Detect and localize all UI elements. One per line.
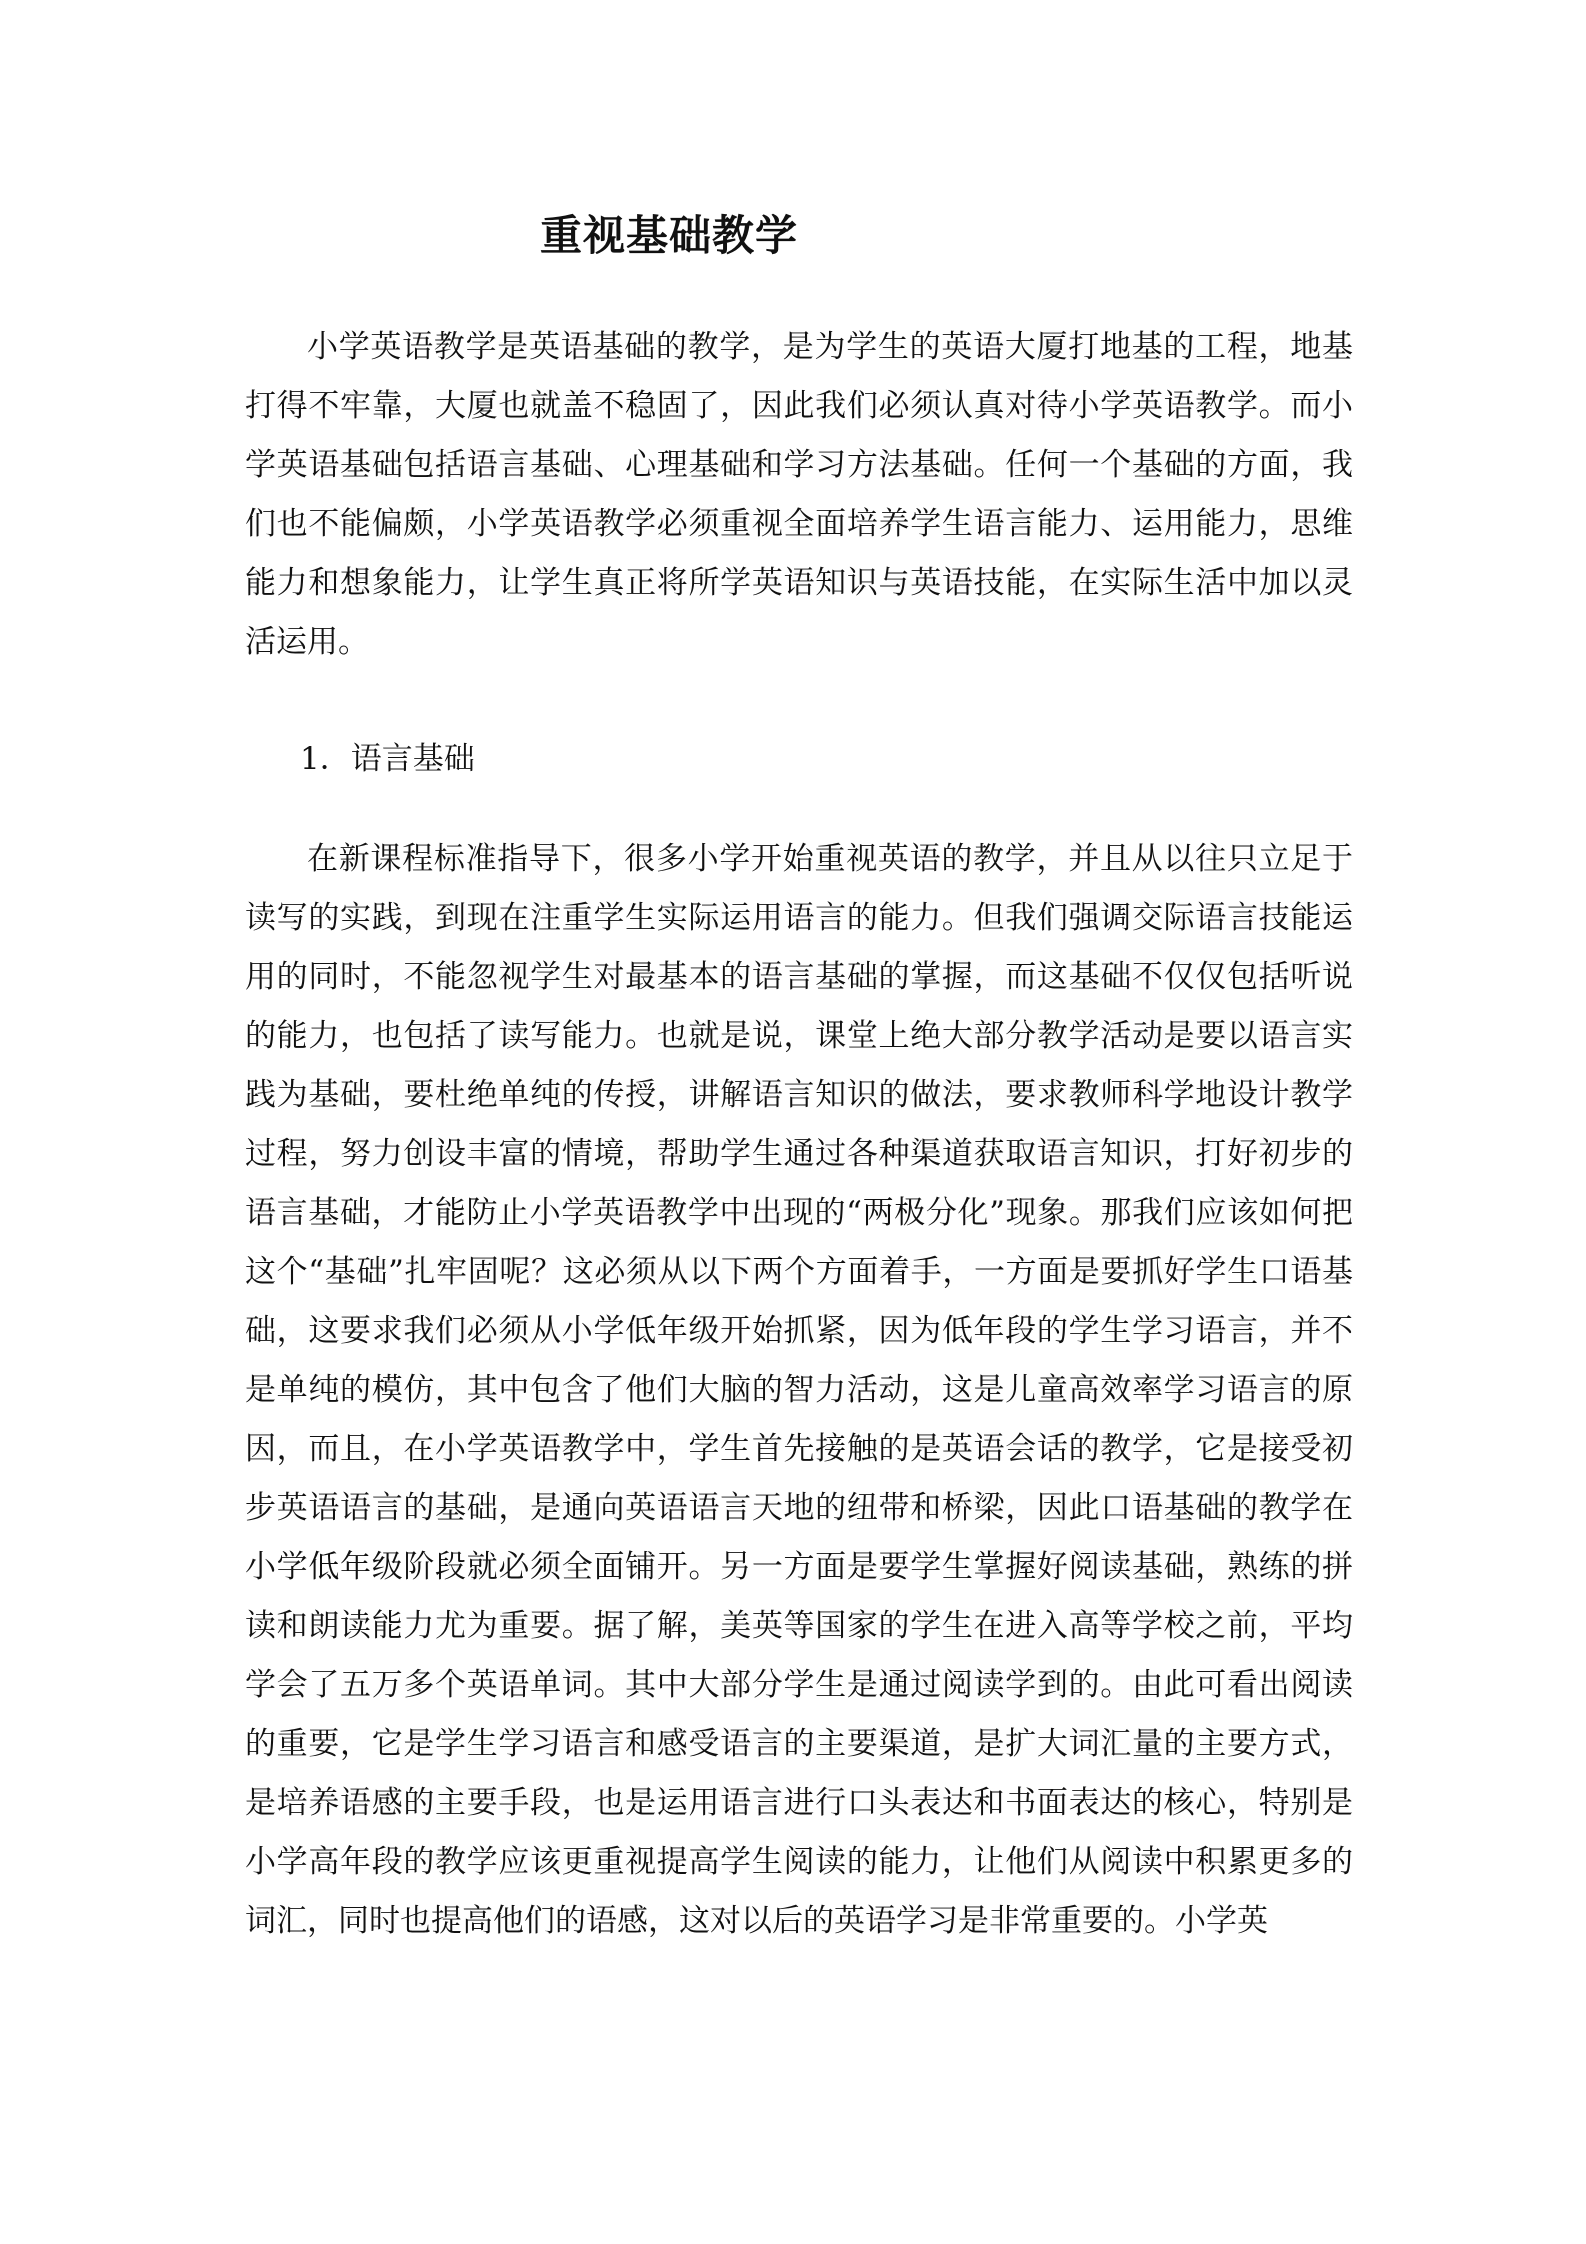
- intro-paragraph: 小学英语教学是英语基础的教学，是为学生的英语大厦打地基的工程，地基打得不牢靠，大厦也就盖不稳固了，因此我们必须认真对待小学英语教学。而小学英语基础包括语言基础、心理基础和学习方法基础。任何一个基础的方面，我们也不能偏颇，小学英语教学必须重视全面培养学生语言能力、运用能力，思维能力和想象能力，让学生真正将所学英语知识与英语技能，在实际生活中加以灵活运用。: [245, 329, 1353, 660]
- section-paragraph: 在新课程标准指导下，很多小学开始重视英语的教学，并且从以往只立足于读写的实践，到现在注重学生实际运用语言的能力。但我们强调交际语言技能运用的同时，不能忽视学生对最基本的语言基础的掌握，而这基础不仅仅包括听说的能力，也包括了读写能力。也就是说，课堂上绝大部分教学活动是要以语言实践为基础，要杜绝单纯的传授，讲解语言知识的做法，要求教师科学地设计教学过程，努力创设丰富的情境，帮助学生通过各种渠道获取语言知识，打好初步的语言基础，才能防止小学英语教学中出现的“两极分化”现象。那我们应该如何把这个“基础”扎牢固呢？这必须从以下两个方面着手，一方面是要抓好学生口语基础，这要求我们必须从小学低年级开始抓紧，因为低年段的学生学习语言，并不是单纯的模仿，其中包含了他们大脑的智力活动，这是儿童高效率学习语言的原因，而且，在小学英语教学中，学生首先接触的是英语会话的教学，它是接受初步英语语言的基础，是通向英语语言天地的纽带和桥梁，因此口语基础的教学在小学低年级阶段就必须全面铺开。另一方面是要学生掌握好阅读基础，熟练的拼读和朗读能力尤为重要。据了解，美英等国家的学生在进入高等学校之前，平均学会了五万多个英语单词。其中大部分学生是通过阅读学到的。由此可看出阅读的重要，它是学生学习语言和感受语言的主要渠道，是扩大词汇量的主要方式，是培养语感的主要手段，也是运用语言进行口头表达和书面表达的核心，特别是小学高年段的教学应该更重视提高学生阅读的能力，让他们从阅读中积累更多的词汇，同时也提高他们的语感，这对以后的英语学习是非常重要的。小学英: [245, 841, 1353, 1939]
- document-title: 重视基础教学: [540, 211, 799, 260]
- section-heading: 1．语言基础: [300, 741, 475, 777]
